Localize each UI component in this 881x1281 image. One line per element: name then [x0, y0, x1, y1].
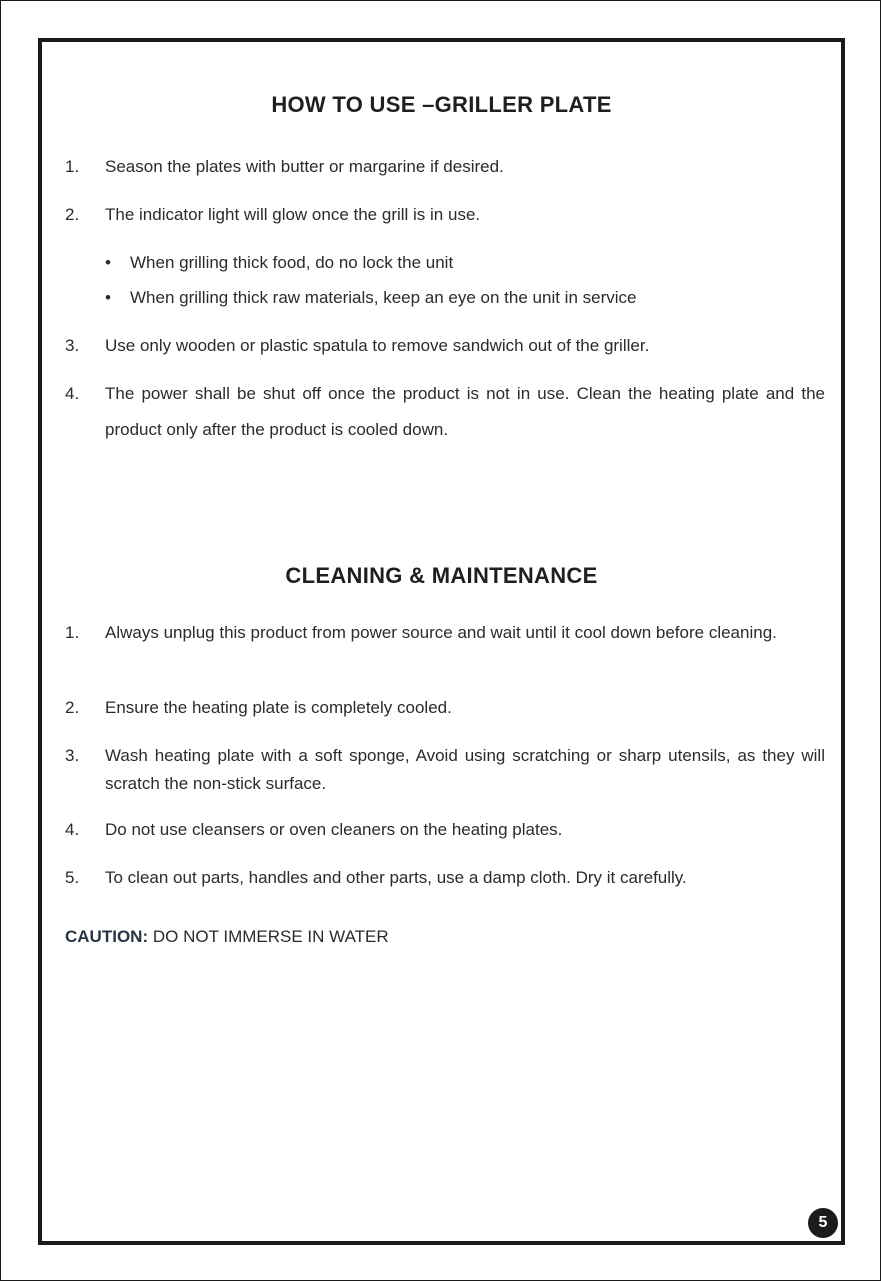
list-item: [65, 376, 825, 448]
item-number: 5.: [65, 868, 80, 887]
item-number: 2.: [65, 205, 80, 224]
item-number: 1.: [65, 157, 80, 176]
list-item: [65, 619, 825, 647]
item-number: 2.: [65, 698, 80, 717]
caution-label: CAUTION:: [65, 927, 149, 946]
list-item: [65, 742, 825, 798]
item-number: 1.: [65, 623, 80, 642]
list-item: [65, 694, 825, 722]
item-number: 3.: [65, 336, 80, 355]
item-text: Always unplug this product from power source and wait until it cool down before cleaning.: [105, 623, 777, 642]
item-text: The indicator light will glow once the grill is in use.: [105, 205, 481, 224]
item-number: 4.: [65, 820, 80, 839]
item-text: To clean out parts, handles and other parts, use a damp cloth. Dry it carefully.: [105, 868, 687, 887]
page-frame: [38, 38, 845, 1245]
item-text: Do not use cleansers or oven cleaners on the heating plates.: [105, 820, 563, 839]
section-title-how-to-use: HOW TO USE –GRILLER PLATE: [271, 92, 612, 117]
caution-note: [65, 923, 389, 951]
bullet-text: When grilling thick raw materials, keep an eye on the unit in service: [130, 288, 637, 307]
caution-text: DO NOT IMMERSE IN WATER: [152, 927, 389, 946]
bullet-text: When grilling thick food, do no lock the unit: [130, 253, 454, 272]
list-item: [65, 816, 825, 844]
section-title-cleaning: CLEANING & MAINTENANCE: [285, 563, 598, 588]
bullet-mark: •: [105, 253, 111, 272]
item-number: 4.: [65, 384, 80, 403]
list-item: [65, 332, 825, 360]
item-text: The power shall be shut off once the product is not in use. Clean the heating plate and the product only after the product is cooled down.: [105, 384, 825, 439]
item-text: Use only wooden or plastic spatula to remove sandwich out of the griller.: [105, 336, 650, 355]
page-number-badge: 5: [808, 1208, 838, 1238]
list-item: [65, 864, 825, 892]
list-item: [65, 153, 825, 181]
item-text: Season the plates with butter or margarine if desired.: [105, 157, 504, 176]
list-item: [65, 201, 825, 229]
bullet-item: [105, 284, 805, 312]
item-number: 3.: [65, 746, 80, 765]
item-text: Wash heating plate with a soft sponge, Avoid using scratching or sharp utensils, as they will scratch the non-stick surface.: [105, 746, 825, 793]
bullet-item: [105, 249, 805, 277]
bullet-mark: •: [105, 288, 111, 307]
item-text: Ensure the heating plate is completely cooled.: [105, 698, 452, 717]
